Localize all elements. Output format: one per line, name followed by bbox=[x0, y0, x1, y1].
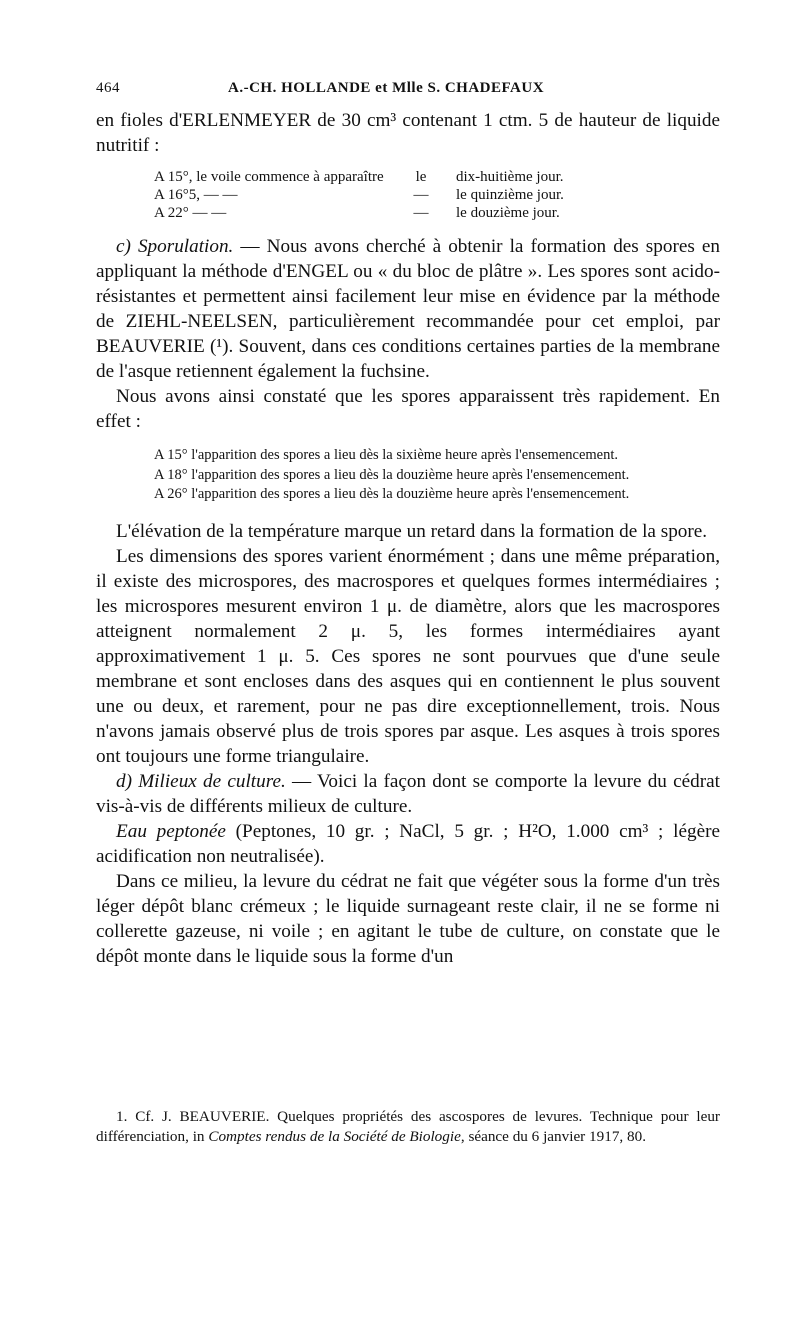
paragraph-eau-peptonee bbox=[96, 819, 720, 869]
footnotes bbox=[96, 1107, 720, 1147]
veil-temp: A 22° — — bbox=[154, 205, 227, 221]
veil-day: le douzième jour. bbox=[456, 205, 560, 221]
list-item: A 26° l'apparition des spores a lieu dès la douzième heure après l'ensemencement. bbox=[154, 486, 630, 503]
paragraph-dimensions: Les dimensions des spores varient énormément ; dans une même préparation, il existe des microspores, des macrospores et quelques formes intermédiaires ; les microspores mesurent environ 1 μ. de diamètre, alors que les macrospores atteignent normalement 2 μ. 5, les formes intermédiaires ayant approximativement 1 μ. 5. Ces spores ne sont pourvues que d'une seule membrane et sont encloses dans des asques qui en contiennent le plus souvent une ou deux, et rarement, pour ne pas dire exceptionnellement, trois. Nous n'avons jamais observé plus de trois spores par asque. Les asques à trois spores ont toujours une forme triangulaire. bbox=[96, 545, 720, 767]
veil-row bbox=[154, 204, 720, 222]
paragraph-milieu: Dans ce milieu, la levure du cédrat ne fait que végéter sous la forme d'un très léger dépôt blanc crémeux ; le liquide surnageant reste clair, il ne se forme ni collerette gazeuse, ni voile ; en agitant le tube de culture, on constate que le dépôt monte dans le liquide sous la forme d'un bbox=[96, 870, 720, 967]
medium-heading-eau-peptonee: Eau peptonée bbox=[116, 820, 226, 842]
section-heading-sporulation: c) Sporulation. bbox=[116, 236, 234, 257]
eau-peptonee-text: (Peptones, 10 gr. ; NaCl, 5 gr. ; H²O, 1.000 cm³ ; légère acidification non neutralisée). bbox=[96, 820, 720, 867]
running-title: A.-CH. HOLLANDE et Mlle S. CHADEFAUX bbox=[228, 80, 545, 96]
footnote-suffix: , séance du 6 janvier 1917, 80. bbox=[460, 1128, 646, 1145]
footnote-journal: Comptes rendus de la Société de Biologie bbox=[208, 1128, 461, 1145]
veil-row bbox=[154, 168, 720, 186]
paragraph-intro: en fioles d'ERLENMEYER de 30 cm³ contenant 1 ctm. 5 de hauteur de liquide nutritif : bbox=[96, 110, 720, 156]
veil-day: le quinzième jour. bbox=[456, 187, 564, 203]
paragraph-elevation: L'élévation de la température marque un retard dans la formation de la spore. bbox=[116, 520, 708, 542]
footnote-1 bbox=[96, 1107, 720, 1147]
sporulation-text: — Nous avons cherché à obtenir la formation des spores en appliquant la méthode d'ENGEL ou « du bloc de plâtre ». Les spores sont acido-résistantes et permettent ainsi facilement leur mise en évidence par la méthode de ZIEHL-NEELSEN, particulièrement recommandée pour cet emploi, par BEAUVERIE (¹). Souvent, dans ces conditions certaines parties de la membrane de l'asque retiennent également la fuchsine. bbox=[96, 236, 720, 382]
paragraph-sporulation bbox=[96, 234, 720, 384]
page-body bbox=[96, 80, 720, 969]
veil-row bbox=[154, 186, 720, 204]
milieux-text: — Voici la façon dont se comporte la levure du cédrat vis-à-vis de différents milieux de culture. bbox=[96, 770, 720, 817]
paragraph-constate: Nous avons ainsi constaté que les spores apparaissent très rapidement. En effet : bbox=[96, 386, 720, 432]
list-item: A 18° l'apparition des spores a lieu dès la douzième heure après l'ensemencement. bbox=[154, 466, 630, 483]
footnote-prefix: 1. Cf. J. BEAUVERIE. Quelques propriétés des ascospores de levures. Technique pour leur différenciation, in bbox=[96, 1108, 720, 1145]
section-heading-milieux: d) Milieux de culture. bbox=[116, 770, 286, 792]
veil-ditto: — bbox=[413, 187, 429, 203]
veil-ditto: le bbox=[415, 169, 427, 185]
page-number: 464 bbox=[96, 80, 120, 96]
veil-temp: A 15°, le voile commence à apparaître bbox=[154, 169, 384, 185]
spore-appearance-list bbox=[154, 446, 720, 505]
veil-temp: A 16°5, — — bbox=[154, 187, 238, 203]
veil-timeline-table bbox=[154, 168, 720, 222]
list-item: A 15° l'apparition des spores a lieu dès la sixième heure après l'ensemencement. bbox=[154, 447, 618, 463]
veil-day: dix-huitième jour. bbox=[456, 169, 564, 185]
veil-ditto: — bbox=[413, 205, 429, 221]
paragraph-milieux bbox=[96, 769, 720, 819]
running-head bbox=[96, 80, 720, 108]
